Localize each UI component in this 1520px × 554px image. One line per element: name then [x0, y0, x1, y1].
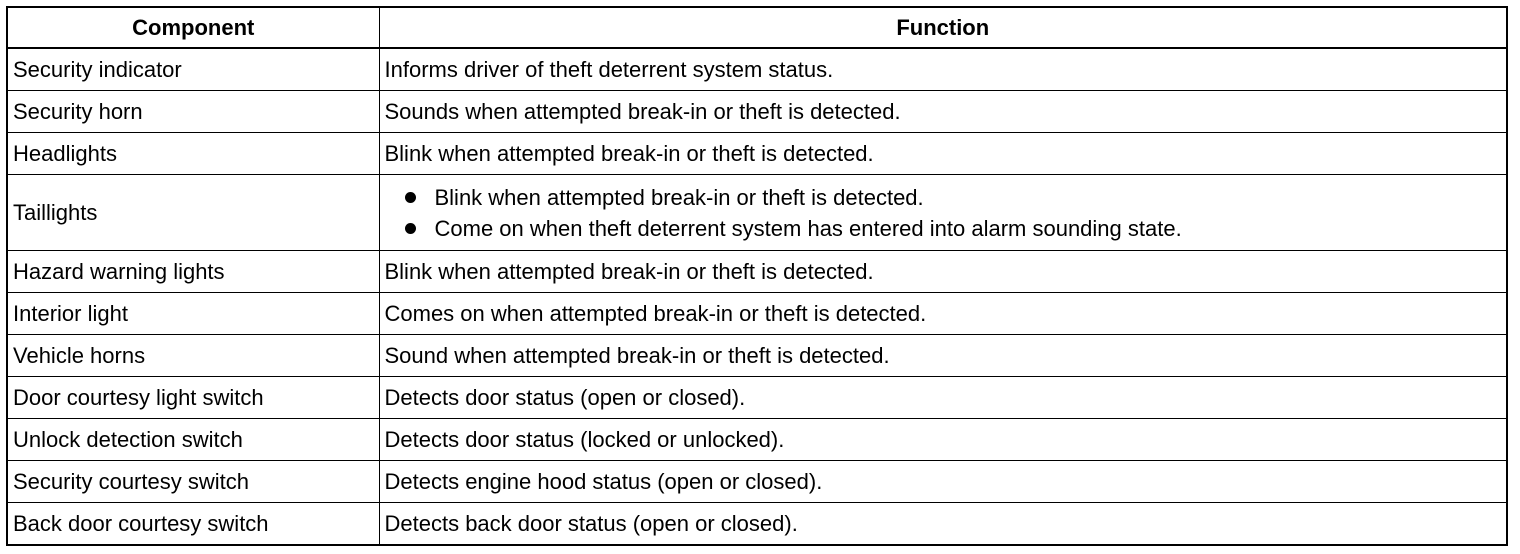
table-row [7, 377, 1507, 419]
component-cell: Security courtesy switch [7, 461, 379, 503]
table-row [7, 293, 1507, 335]
table-row [7, 503, 1507, 546]
component-cell: Security horn [7, 91, 379, 133]
function-cell: Informs driver of theft deterrent system status. [379, 48, 1507, 91]
table-row [7, 419, 1507, 461]
function-cell: Sound when attempted break-in or theft is detected. [379, 335, 1507, 377]
component-cell: Vehicle horns [7, 335, 379, 377]
function-cell: Detects door status (locked or unlocked). [379, 419, 1507, 461]
table-row [7, 91, 1507, 133]
function-cell-list [379, 175, 1507, 251]
column-header-component: Component [7, 7, 379, 48]
list-item-text: Blink when attempted break-in or theft is detected. [434, 184, 924, 210]
function-cell: Sounds when attempted break-in or theft is detected. [379, 91, 1507, 133]
bullet-dot-icon [405, 223, 416, 234]
component-cell: Headlights [7, 133, 379, 175]
component-cell: Unlock detection switch [7, 419, 379, 461]
component-cell: Hazard warning lights [7, 251, 379, 293]
component-cell: Back door courtesy switch [7, 503, 379, 546]
component-cell: Security indicator [7, 48, 379, 91]
list-item-text: Come on when theft deterrent system has entered into alarm sounding state. [434, 215, 1182, 241]
function-cell: Detects engine hood status (open or closed). [379, 461, 1507, 503]
function-cell: Blink when attempted break-in or theft is detected. [379, 133, 1507, 175]
function-cell: Blink when attempted break-in or theft is detected. [379, 251, 1507, 293]
list-item [401, 213, 1507, 244]
component-cell: Interior light [7, 293, 379, 335]
list-item [401, 182, 1507, 213]
table-row [7, 335, 1507, 377]
function-cell: Comes on when attempted break-in or theft is detected. [379, 293, 1507, 335]
function-cell: Detects back door status (open or closed). [379, 503, 1507, 546]
function-cell: Detects door status (open or closed). [379, 377, 1507, 419]
component-function-table [6, 6, 1508, 546]
table-row [7, 133, 1507, 175]
column-header-function: Function [379, 7, 1507, 48]
bullet-dot-icon [405, 192, 416, 203]
table-row [7, 175, 1507, 251]
table-row [7, 461, 1507, 503]
component-cell: Taillights [7, 175, 379, 251]
table-header-row [7, 7, 1507, 48]
function-bullet-list [385, 182, 1507, 244]
table-row [7, 251, 1507, 293]
component-cell: Door courtesy light switch [7, 377, 379, 419]
table-row [7, 48, 1507, 91]
component-function-table-container [6, 6, 1506, 546]
